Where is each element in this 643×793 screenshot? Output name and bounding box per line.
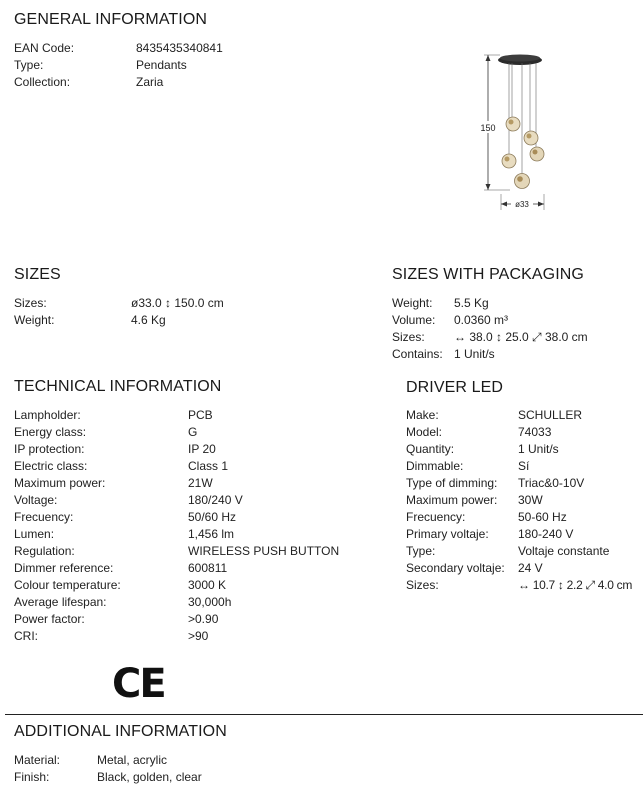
packaging-label: Sizes: bbox=[392, 330, 425, 344]
technical-value: >0.90 bbox=[188, 612, 219, 626]
technical-row bbox=[14, 543, 364, 560]
technical-row bbox=[14, 594, 364, 611]
packaging-row bbox=[392, 346, 637, 363]
technical-row bbox=[14, 407, 364, 424]
general-label: EAN Code: bbox=[14, 41, 75, 55]
technical-label: Colour temperature: bbox=[14, 578, 121, 592]
technical-row bbox=[14, 475, 364, 492]
technical-row bbox=[14, 441, 364, 458]
technical-label: Energy class: bbox=[14, 425, 87, 439]
technical-row bbox=[14, 577, 364, 594]
technical-value: 600811 bbox=[188, 561, 228, 575]
driver-value: 1 Unit/s bbox=[518, 442, 559, 456]
glass-globe bbox=[530, 147, 544, 161]
driver-row bbox=[406, 458, 643, 475]
technical-value: WIRELESS PUSH BUTTON bbox=[188, 544, 340, 558]
driver-row bbox=[406, 560, 643, 577]
packaging-title: SIZES WITH PACKAGING bbox=[392, 266, 584, 283]
driver-row bbox=[406, 475, 643, 492]
technical-row bbox=[14, 458, 364, 475]
technical-value: PCB bbox=[188, 408, 213, 422]
driver-title: DRIVER LED bbox=[406, 379, 504, 396]
driver-label: Type: bbox=[406, 544, 436, 558]
technical-value: 30,000h bbox=[188, 595, 232, 609]
technical-row bbox=[14, 509, 364, 526]
driver-value: Triac&0-10V bbox=[518, 476, 585, 490]
arrow-right-icon bbox=[538, 202, 544, 207]
packaging-value: 0.0360 m³ bbox=[454, 313, 509, 327]
technical-label: Lumen: bbox=[14, 527, 55, 541]
driver-label: Maximum power: bbox=[406, 493, 498, 507]
glass-globe bbox=[502, 154, 516, 168]
driver-label: Sizes: bbox=[406, 578, 439, 592]
additional-label: Material: bbox=[14, 753, 61, 767]
driver-label: Dimmable: bbox=[406, 459, 464, 473]
driver-row bbox=[406, 509, 643, 526]
technical-value: Class 1 bbox=[188, 459, 229, 473]
technical-row bbox=[14, 492, 364, 509]
glass-globe bbox=[506, 117, 520, 131]
height-label: 150 bbox=[480, 123, 496, 133]
driver-row bbox=[406, 526, 643, 543]
general-row bbox=[14, 74, 274, 91]
technical-title: TECHNICAL INFORMATION bbox=[14, 378, 222, 395]
general-value: Pendants bbox=[136, 58, 187, 72]
driver-label: Primary voltaje: bbox=[406, 527, 489, 541]
width-label: ø33 bbox=[515, 200, 529, 209]
technical-value: G bbox=[188, 425, 198, 439]
technical-row bbox=[14, 628, 364, 645]
additional-row bbox=[14, 769, 314, 786]
general-label: Collection: bbox=[14, 75, 71, 89]
packaging-row bbox=[392, 295, 637, 312]
packaging-value: 1 Unit/s bbox=[454, 347, 495, 361]
technical-label: Regulation: bbox=[14, 544, 75, 558]
driver-row bbox=[406, 543, 643, 560]
technical-value: >90 bbox=[188, 629, 209, 643]
general-label: Type: bbox=[14, 58, 44, 72]
sizes-label: Sizes: bbox=[14, 296, 47, 310]
driver-value: 30W bbox=[518, 493, 543, 507]
driver-row bbox=[406, 407, 643, 424]
driver-value: 50-60 Hz bbox=[518, 510, 567, 524]
technical-label: IP protection: bbox=[14, 442, 85, 456]
driver-value: SCHULLER bbox=[518, 408, 583, 422]
section-divider bbox=[5, 714, 643, 715]
product-dimension-drawing bbox=[470, 48, 570, 218]
driver-label: Quantity: bbox=[406, 442, 455, 456]
sizes-title: SIZES bbox=[14, 266, 61, 283]
packaging-value: 5.5 Kg bbox=[454, 296, 489, 310]
technical-value: 50/60 Hz bbox=[188, 510, 237, 524]
arrow-left-icon bbox=[501, 202, 507, 207]
general-title: GENERAL INFORMATION bbox=[14, 11, 208, 28]
additional-value: Metal, acrylic bbox=[97, 753, 168, 767]
general-row bbox=[14, 57, 274, 74]
driver-label: Frecuency: bbox=[406, 510, 466, 524]
packaging-label: Volume: bbox=[392, 313, 436, 327]
driver-value: Sí bbox=[518, 459, 530, 473]
technical-value: 3000 K bbox=[188, 578, 227, 592]
driver-value: 74033 bbox=[518, 425, 552, 439]
arrow-up-icon bbox=[486, 55, 491, 61]
sizes-row bbox=[14, 312, 314, 329]
general-value: Zaria bbox=[136, 75, 164, 89]
general-value: 8435435340841 bbox=[136, 41, 223, 55]
driver-value: ↔ 10.7 ↕ 2.2 ⤢ 4.0 cm bbox=[518, 578, 633, 592]
technical-label: Lampholder: bbox=[14, 408, 81, 422]
driver-label: Model: bbox=[406, 425, 443, 439]
technical-value: 21W bbox=[188, 476, 213, 490]
technical-value: 1,456 lm bbox=[188, 527, 235, 541]
additional-row bbox=[14, 752, 314, 769]
general-row bbox=[14, 40, 274, 57]
packaging-row bbox=[392, 329, 637, 346]
technical-label: Maximum power: bbox=[14, 476, 106, 490]
arrow-down-icon bbox=[486, 184, 491, 190]
sizes-value: 4.6 Kg bbox=[131, 313, 166, 327]
technical-row bbox=[14, 526, 364, 543]
technical-label: Electric class: bbox=[14, 459, 88, 473]
technical-label: CRI: bbox=[14, 629, 38, 643]
sizes-label: Weight: bbox=[14, 313, 55, 327]
ce-mark: CE bbox=[112, 661, 165, 707]
driver-label: Secondary voltaje: bbox=[406, 561, 505, 575]
driver-label: Make: bbox=[406, 408, 439, 422]
driver-row bbox=[406, 492, 643, 509]
packaging-label: Weight: bbox=[392, 296, 433, 310]
glass-globe bbox=[515, 174, 530, 189]
technical-value: 180/240 V bbox=[188, 493, 243, 507]
driver-label: Type of dimming: bbox=[406, 476, 498, 490]
technical-label: Frecuency: bbox=[14, 510, 74, 524]
packaging-row bbox=[392, 312, 637, 329]
driver-value: 180-240 V bbox=[518, 527, 574, 541]
sizes-value: ø33.0 ↕ 150.0 cm bbox=[131, 296, 224, 310]
driver-value: Voltaje constante bbox=[518, 544, 610, 558]
sizes-row bbox=[14, 295, 314, 312]
technical-row bbox=[14, 560, 364, 577]
driver-row bbox=[406, 577, 643, 594]
technical-row bbox=[14, 424, 364, 441]
driver-value: 24 V bbox=[518, 561, 543, 575]
additional-value: Black, golden, clear bbox=[97, 770, 202, 784]
packaging-value: ↔ 38.0 ↕ 25.0 ⤢ 38.0 cm bbox=[454, 330, 588, 344]
technical-value: IP 20 bbox=[188, 442, 216, 456]
packaging-label: Contains: bbox=[392, 347, 443, 361]
additional-title: ADDITIONAL INFORMATION bbox=[14, 723, 227, 740]
technical-row bbox=[14, 611, 364, 628]
technical-label: Power factor: bbox=[14, 612, 85, 626]
technical-label: Average lifespan: bbox=[14, 595, 107, 609]
additional-label: Finish: bbox=[14, 770, 50, 784]
technical-label: Voltage: bbox=[14, 493, 58, 507]
technical-label: Dimmer reference: bbox=[14, 561, 114, 575]
driver-row bbox=[406, 441, 643, 458]
glass-globe bbox=[524, 131, 538, 145]
driver-row bbox=[406, 424, 643, 441]
